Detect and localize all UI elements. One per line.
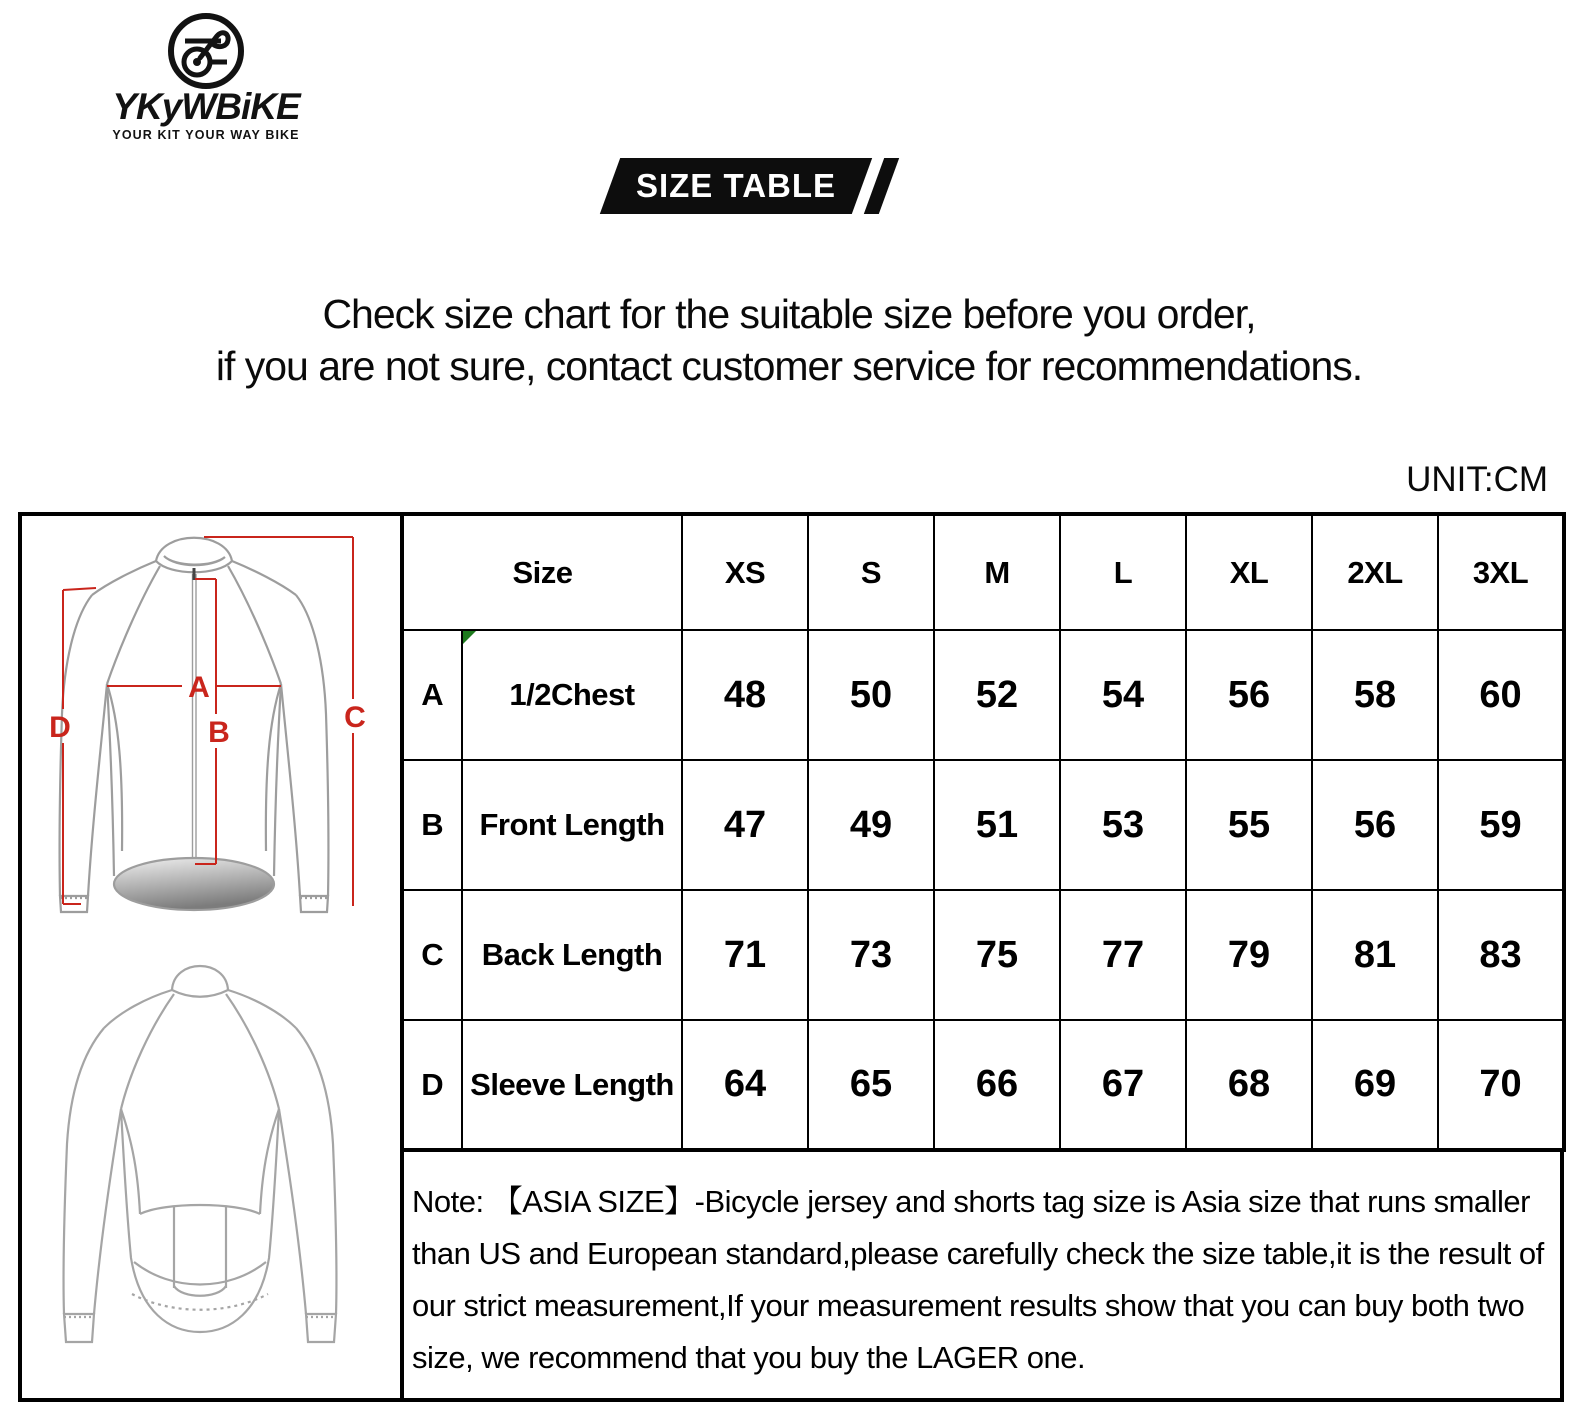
size-value-cell: 52 <box>934 630 1060 760</box>
size-value-cell: 58 <box>1312 630 1438 760</box>
size-col-header: XS <box>682 514 808 630</box>
size-col-header: XL <box>1186 514 1312 630</box>
table-row <box>402 1020 1564 1150</box>
intro-heading <box>0 288 1578 392</box>
size-value-cell: 69 <box>1312 1020 1438 1150</box>
row-letter-cell: B <box>402 760 462 890</box>
size-value-cell: 70 <box>1438 1020 1564 1150</box>
size-value-cell: 51 <box>934 760 1060 890</box>
size-value-cell: 65 <box>808 1020 934 1150</box>
measure-letter-c: C <box>344 701 366 734</box>
intro-line-1: Check size chart for the suitable size before you order, <box>322 291 1256 337</box>
brand-name: YKyWBiKE <box>112 86 300 127</box>
size-value-cell: 83 <box>1438 890 1564 1020</box>
jersey-back-diagram <box>64 966 337 1342</box>
size-header-cell: Size <box>402 514 682 630</box>
size-value-cell: 64 <box>682 1020 808 1150</box>
size-value-cell: 55 <box>1186 760 1312 890</box>
bike-logo-icon <box>165 10 247 92</box>
measure-letter-b: B <box>208 716 230 749</box>
size-value-cell: 60 <box>1438 630 1564 760</box>
note-box <box>400 1152 1564 1402</box>
size-value-cell: 53 <box>1060 760 1186 890</box>
size-value-cell: 50 <box>808 630 934 760</box>
measure-letter-a: A <box>188 671 210 704</box>
row-label-cell: 1/2Chest <box>462 630 682 760</box>
row-label-cell: Front Length <box>462 760 682 890</box>
size-value-cell: 49 <box>808 760 934 890</box>
size-col-header: M <box>934 514 1060 630</box>
size-value-cell: 47 <box>682 760 808 890</box>
size-header-row <box>402 514 1564 630</box>
brand-tagline: YOUR KIT YOUR WAY BIKE <box>112 128 300 142</box>
jersey-diagrams <box>22 516 396 1398</box>
size-table <box>400 512 1566 1152</box>
row-letter-cell: D <box>402 1020 462 1150</box>
size-table-body <box>402 630 1564 1150</box>
size-value-cell: 59 <box>1438 760 1564 890</box>
size-value-cell: 54 <box>1060 630 1186 760</box>
size-value-cell: 81 <box>1312 890 1438 1020</box>
row-letter-cell: A <box>402 630 462 760</box>
measure-letter-d: D <box>49 711 71 744</box>
table-row <box>402 760 1564 890</box>
measurement-letters <box>49 671 366 749</box>
jersey-front-diagram <box>60 538 329 912</box>
brand-logo <box>90 10 322 142</box>
size-col-header: 3XL <box>1438 514 1564 630</box>
size-table-head <box>402 514 1564 630</box>
table-row <box>402 630 1564 760</box>
row-label-cell: Back Length <box>462 890 682 1020</box>
size-value-cell: 77 <box>1060 890 1186 1020</box>
unit-label: UNIT:CM <box>1406 460 1548 499</box>
table-row <box>402 890 1564 1020</box>
size-value-cell: 75 <box>934 890 1060 1020</box>
size-value-cell: 68 <box>1186 1020 1312 1150</box>
note-text: Note: 【ASIA SIZE】-Bicycle jersey and shorts tag size is Asia size that runs smaller than US and European standard,please carefully check the size table,it is the result of our strict measurement,If your measurement results show that you can buy both two size, we recommend that you buy the LAGER one. <box>412 1184 1544 1375</box>
size-value-cell: 56 <box>1312 760 1438 890</box>
size-value-cell: 48 <box>682 630 808 760</box>
jersey-diagram-panel <box>18 512 400 1402</box>
intro-line-2: if you are not sure, contact customer service for recommendations. <box>215 343 1363 389</box>
size-value-cell: 73 <box>808 890 934 1020</box>
row-label-cell: Sleeve Length <box>462 1020 682 1150</box>
size-value-cell: 56 <box>1186 630 1312 760</box>
size-value-cell: 67 <box>1060 1020 1186 1150</box>
size-col-header: L <box>1060 514 1186 630</box>
row-letter-cell: C <box>402 890 462 1020</box>
size-col-header: 2XL <box>1312 514 1438 630</box>
banner-title: SIZE TABLE <box>635 167 837 204</box>
size-value-cell: 71 <box>682 890 808 1020</box>
size-value-cell: 79 <box>1186 890 1312 1020</box>
size-value-cell: 66 <box>934 1020 1060 1150</box>
size-col-header: S <box>808 514 934 630</box>
size-table-banner <box>598 158 908 214</box>
